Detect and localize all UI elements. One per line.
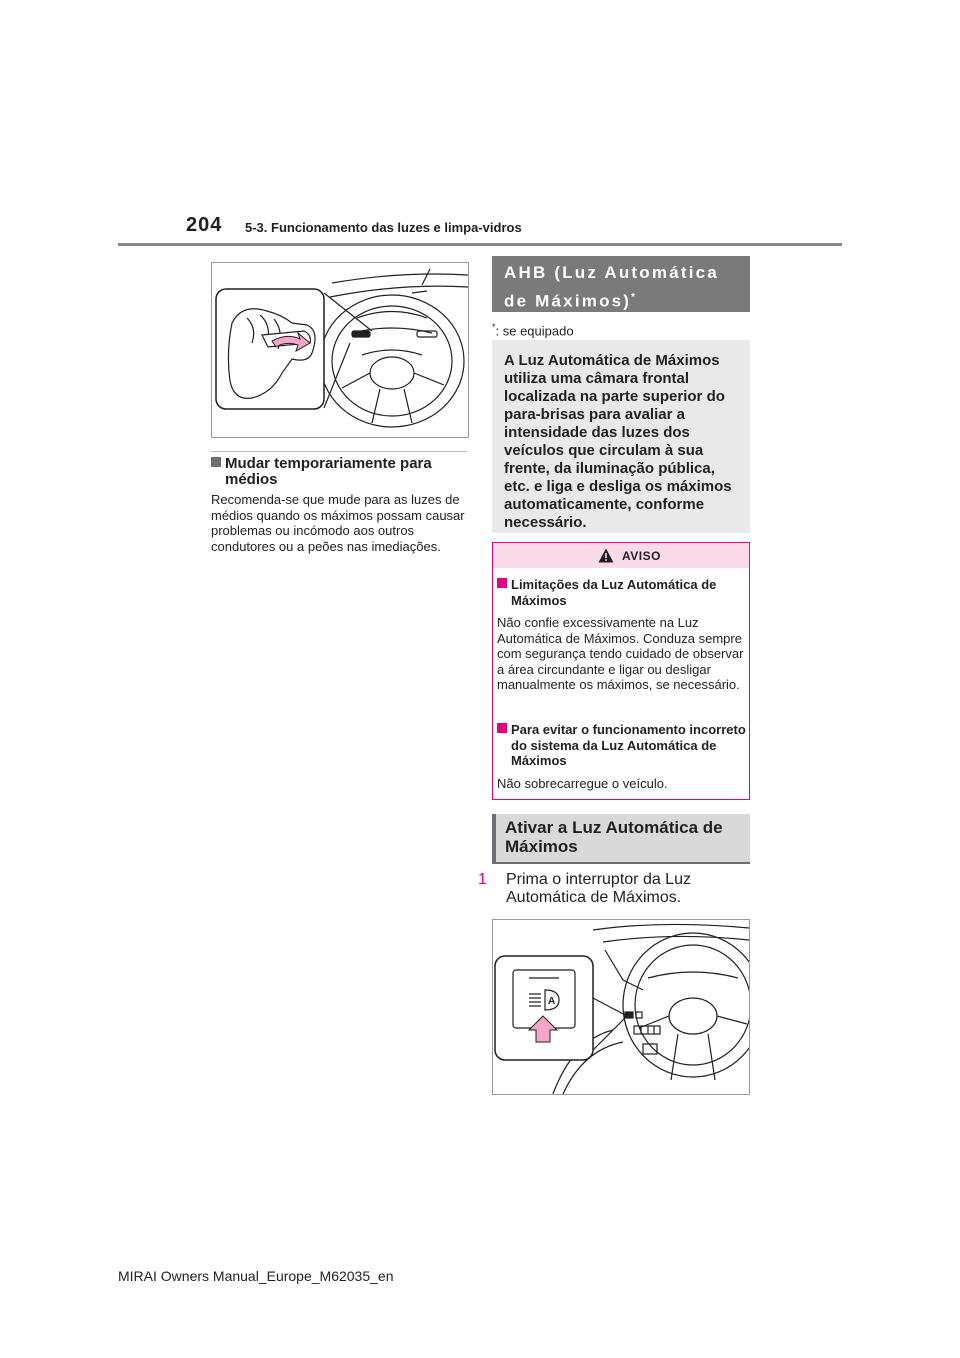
warning-item-heading: [497, 722, 759, 769]
header-rule: [118, 243, 842, 246]
page-number: 204: [186, 214, 223, 236]
ahb-section-heading: [492, 256, 750, 312]
footnote: [492, 322, 574, 338]
warning-heading-text: Limitações da Luz Automática de Máximos: [511, 577, 717, 608]
warning-title: AVISO: [622, 549, 661, 563]
step-item: [478, 871, 764, 907]
pink-square-bullet-icon: [497, 723, 507, 733]
subheading-text: Mudar temporariamente para médios: [225, 455, 432, 488]
pink-square-bullet-icon: [497, 578, 507, 588]
section-title: 5-3. Funcionamento das luzes e limpa-vidros: [245, 220, 522, 235]
summary-box: [492, 340, 750, 533]
step-number: 1: [478, 871, 487, 888]
activate-heading-text: Ativar a Luz Automática de Máximos: [505, 818, 723, 856]
footnote-text: : se equipado: [495, 323, 574, 339]
footnote-mark: *: [492, 322, 496, 332]
warning-heading-text: Para evitar o funcionamento incorreto do sistema da Luz Automática de Máximos: [511, 722, 746, 768]
headlight-lever-illustration: [211, 262, 469, 438]
svg-text:A: A: [548, 996, 556, 1007]
warning-title-bar: [493, 543, 749, 568]
warning-box: [492, 542, 750, 800]
ahb-switch-illustration: [492, 919, 750, 1095]
low-beam-body: Recomenda-se que mude para as luzes de médios quando os máximos possam causar problemas ou incómodo aos outros condutores ou a peões nas imediações.: [211, 492, 465, 554]
warning-item-body: Não confie excessivamente na Luz Automática de Máximos. Conduza sempre com segurança tendo cuidado de observar a área circundante e ligar ou desligar manualmente os máximos, se necessário.: [497, 615, 744, 692]
summary-text: A Luz Automática de Máximos utiliza uma câmara frontal localizada na parte superior do para-brisas para avaliar a intensidade das luzes dos veículos que circulam à sua frente, da iluminação pública, etc. e liga e desliga os máximos automaticamente, conforme necessário.: [504, 352, 732, 531]
activate-section-heading: [492, 814, 750, 862]
step-text: Prima o interruptor da Luz Automática de Máximos.: [506, 871, 691, 906]
ahb-heading-text: AHB (Luz Automática de Máximos): [504, 263, 719, 311]
warning-item-body: Não sobrecarregue o veículo.: [497, 776, 668, 791]
warning-item-heading: [497, 577, 759, 608]
warning-triangle-icon: [598, 548, 614, 563]
gray-square-bullet-icon: [211, 457, 221, 467]
footer-text: MIRAI Owners Manual_Europe_M62035_en: [118, 1268, 394, 1284]
ahb-heading-mark: *: [631, 292, 638, 303]
subheading-low-beam: [211, 456, 475, 488]
activate-heading-rule: [492, 862, 750, 864]
left-sub-rule: [211, 451, 467, 452]
